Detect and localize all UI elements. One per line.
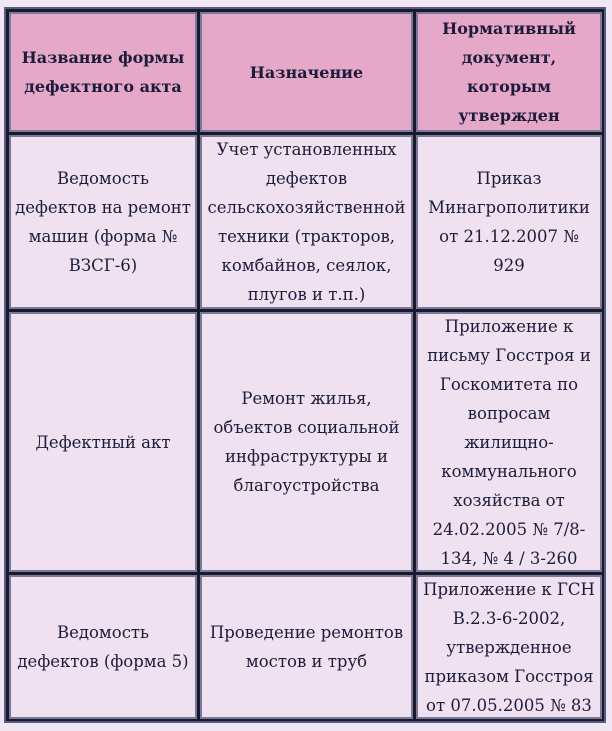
table-cell: [9, 135, 197, 309]
cell-text: Приказ Минагрополитики от 21.12.2007 № 929: [428, 169, 590, 275]
cell-text: Ремонт жилья, объектов социальной инфраструктуры и благоустройства: [213, 389, 400, 495]
table-cell: [9, 312, 197, 572]
header-purpose: [200, 12, 413, 132]
table-cell: [200, 575, 413, 719]
header-text: Назначение: [249, 62, 364, 82]
cell-text: Приложение к письму Госстроя и Госкомитета по вопросам жилищно-коммунального хозяйства от 24.02.2005 № 7/8-134, № 4 / 3-260: [427, 316, 591, 568]
table-cell: [9, 575, 197, 719]
table-cell: [416, 135, 602, 309]
cell-text: Приложение к ГСН В.2.3-6-2002, утвержденное приказом Госстроя от 07.05.2005 № 83: [423, 579, 595, 715]
table-cell: [416, 312, 602, 572]
header-form-name: [9, 12, 197, 132]
table-cell: [416, 575, 602, 719]
header-text: Название формы дефектного акта: [21, 48, 185, 96]
defect-act-forms-table: [4, 7, 606, 723]
table-cell: [200, 312, 413, 572]
header-regulation: [416, 12, 602, 132]
table-cell: [200, 135, 413, 309]
cell-text: Ведомость дефектов (форма 5): [17, 623, 189, 671]
header-text: Нормативный документ, которым утвержден: [442, 19, 576, 125]
cell-text: Ведомость дефектов на ремонт машин (форма № ВЗСГ-6): [15, 169, 191, 275]
cell-text: Проведение ремонтов мостов и труб: [209, 623, 404, 671]
cell-text: Учет установленных дефектов сельскохозяйственной техники (тракторов, комбайнов, сеялок, плугов и т.п.): [207, 140, 406, 304]
cell-text: Дефектный акт: [35, 432, 171, 452]
